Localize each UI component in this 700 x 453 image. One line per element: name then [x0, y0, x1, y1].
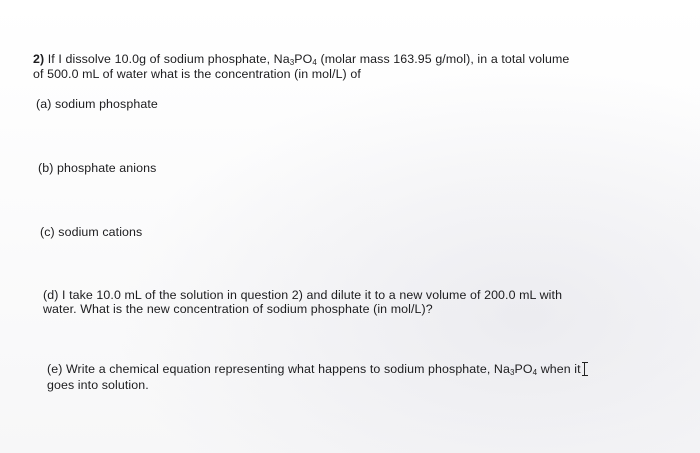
question-text-line-2: of 500.0 mL of water what is the concentration (in mol/L) of: [33, 67, 361, 81]
subscript-3: 3: [289, 58, 295, 67]
part-c: [40, 225, 142, 240]
part-d-text-line-1: (d) I take 10.0 mL of the solution in question 2) and dilute it to a new volume of 200.0 mL with: [43, 288, 563, 302]
part-e-text-part-3: when it: [537, 362, 581, 376]
part-e-line-1: [47, 362, 588, 377]
subscript-4: 4: [312, 58, 317, 67]
question-text-part-3: (molar mass 163.95 g/mol), in a total volume: [316, 52, 570, 66]
text-cursor-icon: [582, 362, 588, 376]
part-e-text-part-1: (e) Write a chemical equation representing what happens to sodium phosphate, Na: [47, 362, 510, 376]
part-b-text: (b) phosphate anions: [38, 161, 157, 175]
part-d-line-2: [43, 302, 433, 317]
subscript-4: 4: [532, 368, 538, 377]
part-a-text: (a) sodium phosphate: [36, 97, 158, 111]
question-text-part-2: PO: [294, 52, 313, 66]
subscript-3: 3: [509, 368, 515, 377]
question-2-line-2: [33, 67, 361, 82]
part-e-text-part-2: PO: [514, 362, 533, 376]
part-d-line-1: [43, 288, 562, 303]
question-2-line-1: [33, 52, 569, 67]
part-b: [38, 161, 156, 176]
part-e-text-line-2: goes into solution.: [47, 378, 149, 392]
part-a: [36, 97, 158, 112]
part-e-line-2: [47, 378, 149, 393]
part-c-text: (c) sodium cations: [40, 225, 143, 239]
question-number: 2): [33, 52, 45, 66]
part-d-text-line-2: water. What is the new concentration of sodium phosphate (in mol/L)?: [43, 302, 433, 316]
question-text-part-1: If I dissolve 10.0g of sodium phosphate, Na: [47, 52, 290, 66]
